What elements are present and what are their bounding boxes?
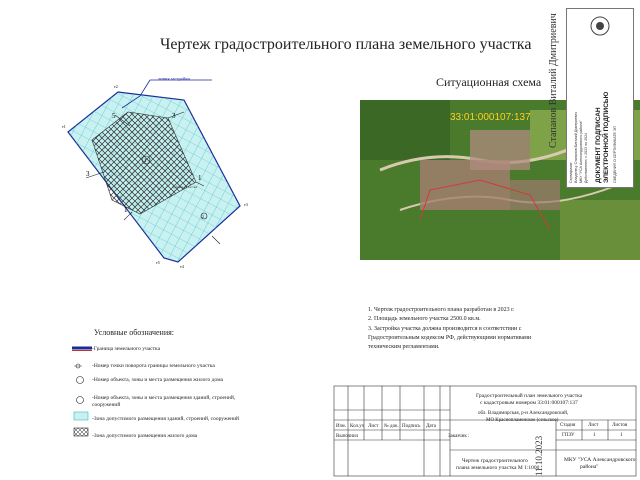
drawing-name-2: плана земельного участка М 1:1000	[456, 465, 540, 471]
svg-text:т1: т1	[62, 124, 66, 129]
signature-name: Стапанов Виталий Дмитриевич	[548, 13, 559, 148]
address-2: МО Краснопламенское (сельское)	[486, 418, 559, 423]
plot-label: границы участка	[172, 185, 197, 189]
legend-boundary: -Граница земельного участка	[92, 346, 161, 352]
org-2: района"	[580, 464, 599, 470]
legend-house-zone: -Зона допустимого размещения жилого дома	[92, 433, 198, 439]
doc-title-1: Градостроительный план земельного участка	[476, 393, 583, 399]
drawing-name-1: Чертеж градостроительного	[462, 458, 528, 464]
svg-text:1: 1	[144, 159, 147, 164]
org-1: МКУ "УСА Александровского	[564, 457, 636, 463]
svg-text:3: 3	[172, 112, 176, 120]
doc-title-2: с кадастровым номером 33:01:000107:137	[480, 400, 578, 406]
page-title: Чертеж градостроительного плана земельного участка	[160, 36, 532, 53]
legend-building-object: -Номер объекта, зоны и места размещения зданий, строений,	[92, 395, 236, 401]
svg-text:т4: т4	[180, 264, 184, 269]
notes: 1. Чертеж градостроительного плана разработан в 2023 г. 2. Площадь земельного участка 2500.0 кв.м. 3. Застройка участка должна производится в соответствии с Градостроительным кодексом РФ, действующими нормативами техническим регламентами.	[368, 307, 532, 351]
legend-title: Условные обозначения:	[94, 328, 175, 337]
svg-text:2: 2	[202, 214, 204, 219]
legend-house-object: -Номер объекта, зоны и места размещения жилого дома	[92, 377, 223, 383]
situation-title: Ситуационная схема	[436, 75, 542, 89]
signature-date: 11.10.2023	[534, 435, 544, 476]
legend-turn-point: -Номер точки поворота границы земельного участка	[92, 363, 215, 369]
map-cadastral-label: 33:01:000107:137	[450, 112, 531, 123]
svg-text:3: 3	[86, 170, 90, 178]
cert-heading-2: ЭЛЕКТРОННОЙ ПОДПИСЬЮ	[603, 91, 610, 183]
svg-text:т3: т3	[244, 202, 248, 207]
svg-text:5: 5	[112, 112, 116, 120]
legend-building-zone: -Зона допустимого размещения зданий, строений, сооружений	[92, 416, 239, 422]
approved-label: Заказчик :	[448, 434, 470, 439]
svg-text:1: 1	[124, 206, 128, 214]
svg-text:т5: т5	[156, 260, 160, 265]
address-1: обл. Владимирская, р-н Александровский,	[478, 411, 569, 416]
performed-label: Выполнил	[336, 434, 359, 439]
signature-certificate: ДОКУМЕНТ ПОДПИСАН ЭЛЕКТРОННОЙ ПОДПИСЬЮ СВЕДЕНИЯ О СЕРТИФИКАТЕ ЭП Сертификат: Владелец: Стапанов Виталий Дмитриевич МКУ "УСА Александровского района" Действителен: с 2023 по 2024	[566, 8, 634, 188]
svg-text:1: 1	[198, 174, 202, 182]
building-line-label: линия застройки	[158, 76, 190, 81]
svg-text:т2: т2	[114, 84, 118, 89]
cert-heading-1: ДОКУМЕНТ ПОДПИСАН	[595, 107, 602, 183]
